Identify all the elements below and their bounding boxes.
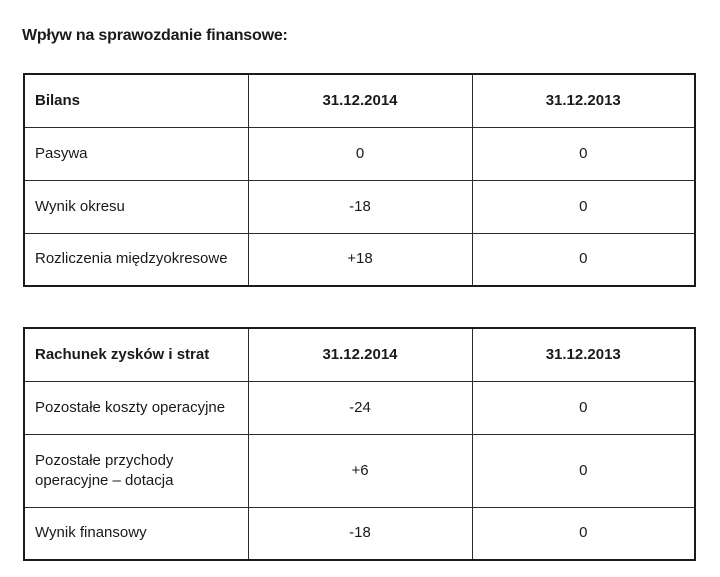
table-row <box>24 180 695 233</box>
row-label: Pozostałe koszty operacyjne <box>24 381 248 434</box>
table-row <box>24 434 695 507</box>
balance-sheet-table <box>23 73 696 287</box>
row-label: Pozostałe przychody operacyjne – dotacja <box>24 434 248 507</box>
table-row <box>24 507 695 560</box>
value-2013: 0 <box>472 180 695 233</box>
value-2014: +6 <box>248 434 472 507</box>
header-cell-2014: 31.12.2014 <box>248 328 472 381</box>
value-2013: 0 <box>472 233 695 286</box>
row-label: Wynik finansowy <box>24 507 248 560</box>
row-label: Rozliczenia międzyokresowe <box>24 233 248 286</box>
table-header-row <box>24 74 695 127</box>
table-row <box>24 233 695 286</box>
header-cell-2014: 31.12.2014 <box>248 74 472 127</box>
page-title: Wpływ na sprawozdanie finansowe: <box>22 27 288 44</box>
header-cell-2013: 31.12.2013 <box>472 74 695 127</box>
value-2014: +18 <box>248 233 472 286</box>
value-2014: 0 <box>248 127 472 180</box>
header-cell-label: Bilans <box>24 74 248 127</box>
row-label: Pasywa <box>24 127 248 180</box>
value-2013: 0 <box>472 434 695 507</box>
table-header-row <box>24 328 695 381</box>
income-statement-table <box>23 327 696 561</box>
header-cell-label: Rachunek zysków i strat <box>24 328 248 381</box>
value-2014: -24 <box>248 381 472 434</box>
value-2014: -18 <box>248 507 472 560</box>
value-2013: 0 <box>472 507 695 560</box>
header-cell-2013: 31.12.2013 <box>472 328 695 381</box>
table-row <box>24 381 695 434</box>
value-2014: -18 <box>248 180 472 233</box>
value-2013: 0 <box>472 381 695 434</box>
row-label: Wynik okresu <box>24 180 248 233</box>
table-row <box>24 127 695 180</box>
value-2013: 0 <box>472 127 695 180</box>
